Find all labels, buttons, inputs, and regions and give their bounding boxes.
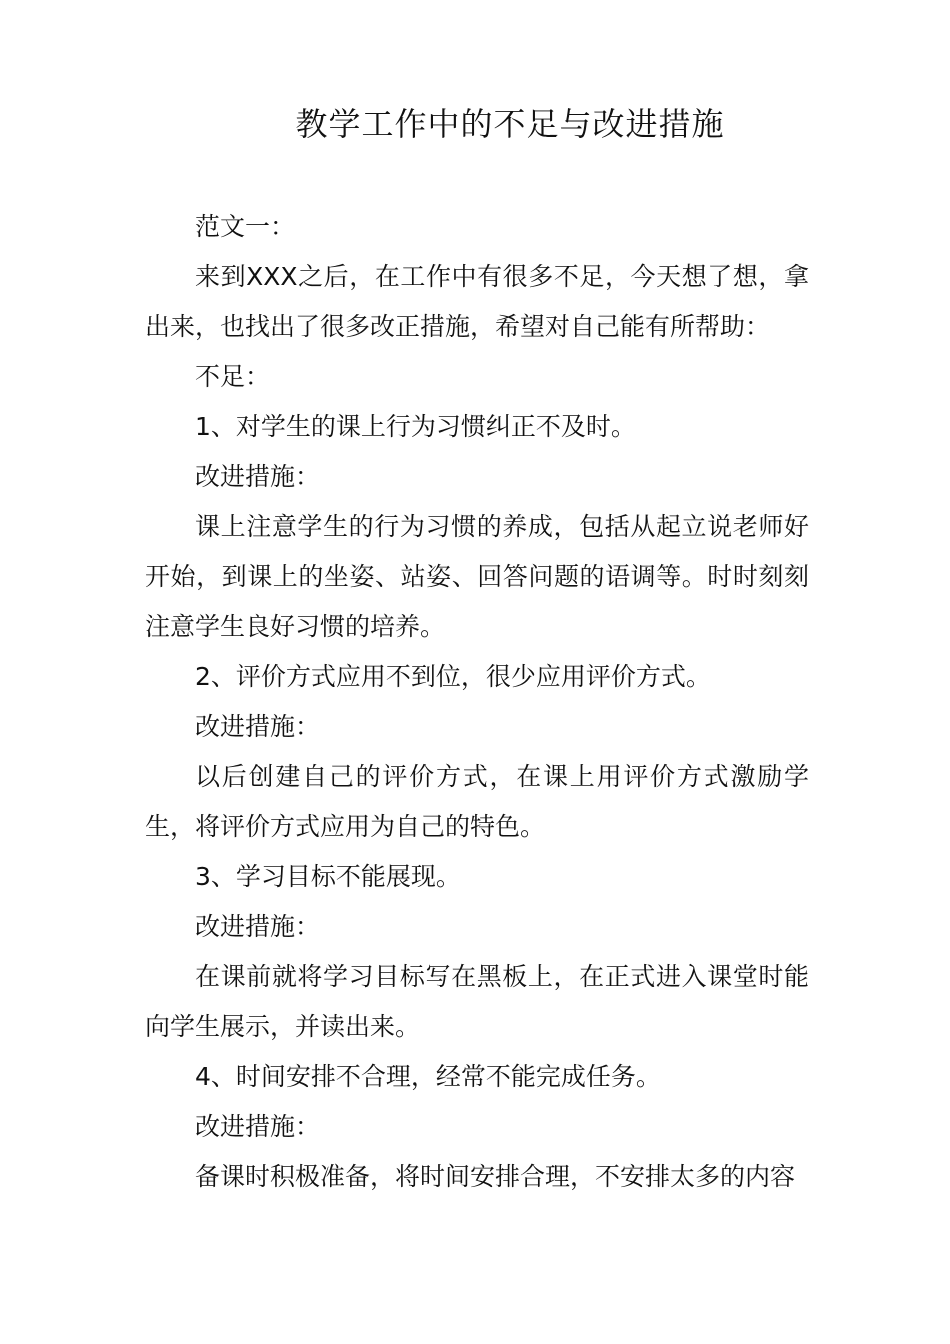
intro-paragraph: 来到XXX之后，在工作中有很多不足，今天想了想，拿出来，也找出了很多改正措施，希望对自己能有所帮助： [145, 262, 809, 341]
document-body [145, 202, 809, 1202]
improvement-heading-2: 改进措施： [195, 712, 321, 741]
improvement-heading-3: 改进措施： [195, 912, 321, 941]
document-title: 教学工作中的不足与改进措施 [295, 105, 725, 143]
improvement-heading-1: 改进措施： [195, 462, 321, 491]
shortcoming-item-4: 4、时间安排不合理，经常不能完成任务。 [195, 1062, 661, 1091]
improvement-text-1: 课上注意学生的行为习惯的养成，包括从起立说老师好开始，到课上的坐姿、站姿、回答问题的语调等。时时刻刻注意学生良好习惯的培养。 [145, 512, 809, 641]
improvement-text-4: 备课时积极准备，将时间安排合理，不安排太多的内容 [195, 1162, 796, 1191]
improvement-text-2: 以后创建自己的评价方式，在课上用评价方式激励学生，将评价方式应用为自己的特色。 [145, 762, 809, 841]
improvement-text-3: 在课前就将学习目标写在黑板上，在正式进入课堂时能向学生展示，并读出来。 [145, 962, 809, 1041]
shortcomings-heading: 不足： [195, 362, 271, 391]
shortcoming-item-1: 1、对学生的课上行为习惯纠正不及时。 [195, 412, 636, 441]
improvement-heading-4: 改进措施： [195, 1112, 321, 1141]
shortcoming-item-2: 2、评价方式应用不到位，很少应用评价方式。 [195, 662, 711, 691]
shortcoming-item-3: 3、学习目标不能展现。 [195, 862, 461, 891]
section-heading: 范文一： [195, 212, 296, 241]
